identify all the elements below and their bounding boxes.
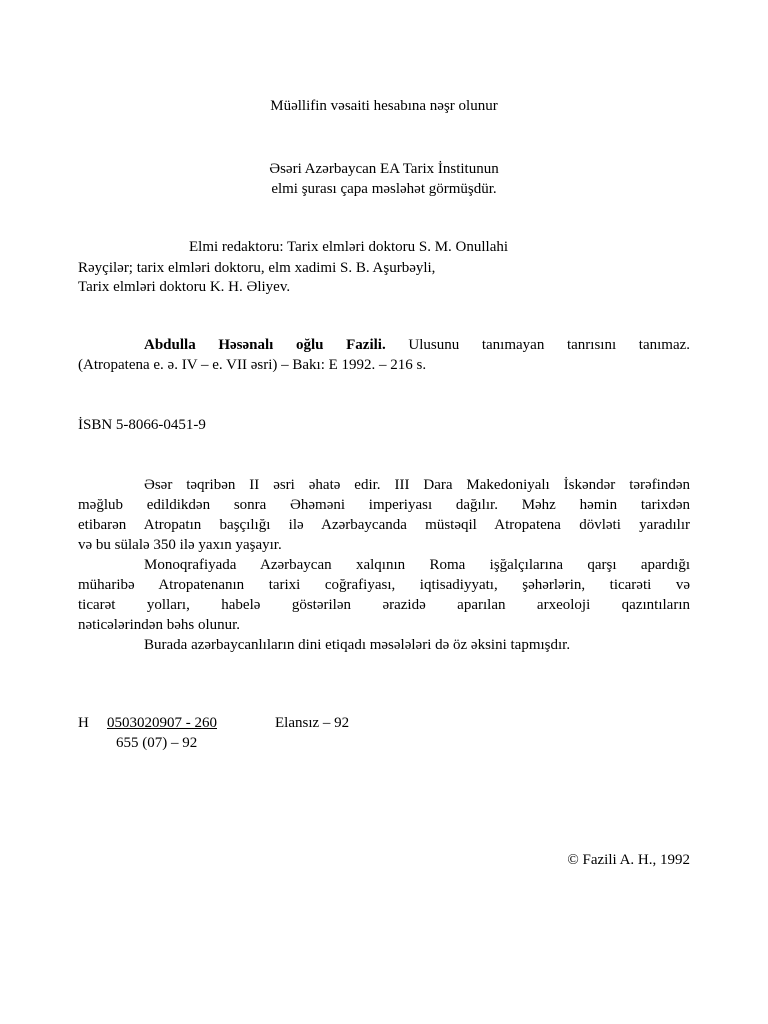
book-title: Ulusunu tanımayan tanrısını tanımaz. <box>408 337 691 353</box>
copyright: © Fazili A. H., 1992 <box>567 852 690 868</box>
publication-note: Müəllifin vəsaiti hesabına nəşr olunur <box>270 98 498 114</box>
abstract-p1-line: məğlub edildikdən sonra Əhəməni imperiyası dağılır. Məhz həmin tarixdən <box>78 497 690 513</box>
classification-letter: H <box>78 715 89 731</box>
abstract-p1-line: etibarən Atropatın başçılığı ilə Azərbaycanda müstəqil Atropatena dövləti yaradılır <box>78 517 690 533</box>
recommendation-line-1: Əsəri Azərbaycan EA Tarix İnstitunun <box>269 161 499 177</box>
reviewers-line-2: Tarix elmləri doktoru K. H. Əliyev. <box>78 279 291 295</box>
abstract-p2-line: müharibə Atropatenanın tarixi coğrafiyası, iqtisadiyyatı, şəhərlərin, ticarəti və <box>78 577 690 593</box>
bibliographic-line-2: (Atropatena e. ə. IV – e. VII əsri) – Bakı: E 1992. – 216 s. <box>78 357 427 373</box>
price-label: Elansız – 92 <box>275 715 350 731</box>
abstract-p2-line: nəticələrindən bəhs olunur. <box>78 617 241 633</box>
abstract-p2-line: ticarət yolları, habelə göstərilən ərazidə aparılan arxeoloji qazıntıların <box>78 597 690 613</box>
classification-code: 0503020907 - 260 <box>107 715 217 731</box>
bibliographic-record <box>78 335 690 375</box>
classification-code-2: 655 (07) – 92 <box>116 735 198 751</box>
reviewers-line-1: Rəyçilər; tarix elmləri doktoru, elm xadimi S. B. Aşurbəyli, <box>78 260 436 276</box>
abstract-p3-line: Burada azərbaycanlıların dini etiqadı məsələləri də öz əksini tapmışdır. <box>144 637 571 653</box>
bibliographic-line-1 <box>78 335 690 355</box>
abstract-p1-line: və bu sülalə 350 ilə yaxın yaşayır. <box>78 537 282 553</box>
recommendation-line-2: elmi şurası çapa məsləhət görmüşdür. <box>271 181 497 197</box>
author-name: Abdulla Həsənalı oğlu Fazili. <box>144 337 386 353</box>
abstract <box>78 475 690 655</box>
abstract-p2-line: Monoqrafiyada Azərbaycan xalqının Roma işğalçılarına qarşı apardığı <box>144 557 690 573</box>
isbn: İSBN 5-8066-0451-9 <box>78 417 206 433</box>
scientific-editor: Elmi redaktoru: Tarix elmləri doktoru S. M. Onullahi <box>189 239 509 255</box>
abstract-p1-line: Əsər təqribən II əsri əhatə edir. III Dara Makedoniyalı İskəndər tərəfindən <box>144 477 690 493</box>
